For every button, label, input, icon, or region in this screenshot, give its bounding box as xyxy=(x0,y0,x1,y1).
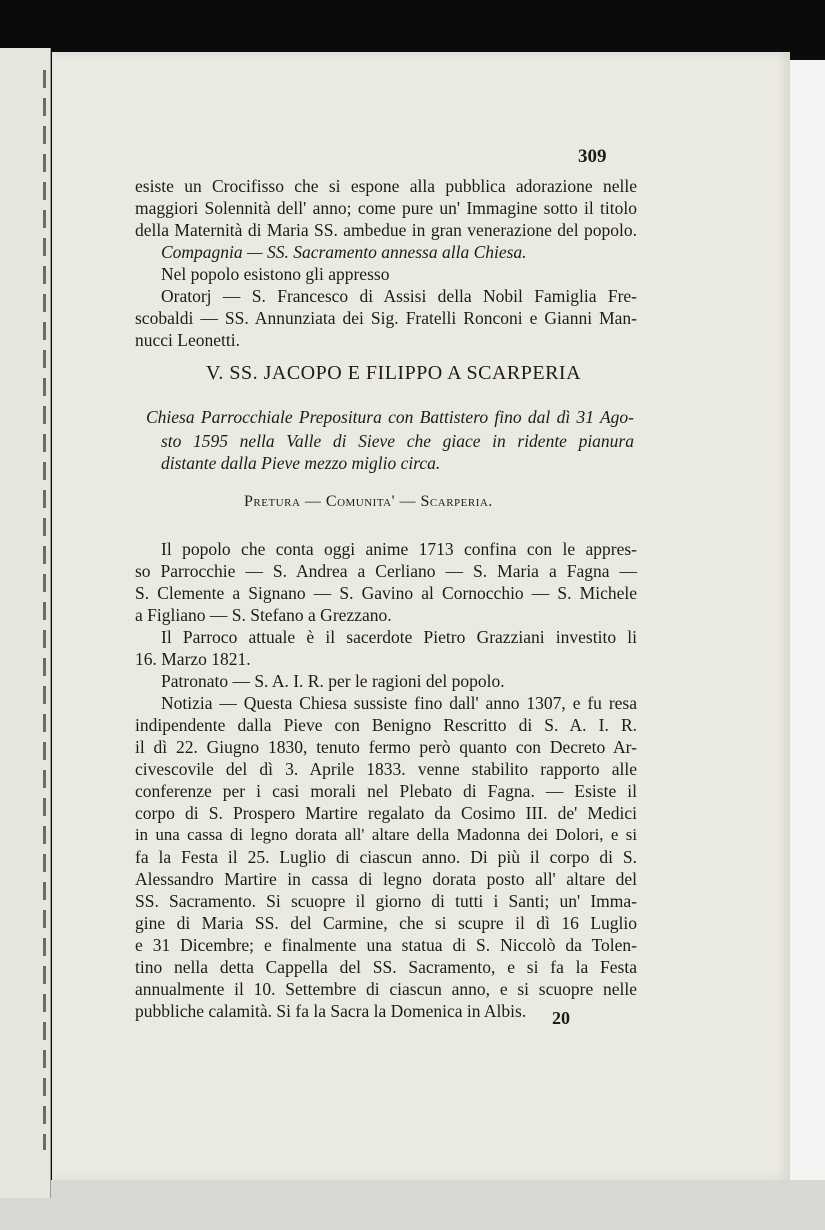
church-description-line: sto 1595 nella Valle di Sieve che giace in ridente pianura xyxy=(161,431,634,451)
body-line: gine di Maria SS. del Carmine, che si scupre il dì 16 Luglio xyxy=(135,913,637,933)
body-line: a Figliano — S. Stefano a Grezzano. xyxy=(135,605,392,625)
oratorj-line: Oratorj — S. Francesco di Assisi della Nobil Famiglia Fre- xyxy=(161,286,637,306)
signature-mark: 20 xyxy=(552,1008,570,1028)
body-line: annualmente il 10. Settembre di ciascun anno, e si scuopre nelle xyxy=(135,979,637,999)
body-line: pubbliche calamità. Si fa la Sacra la Domenica in Albis. xyxy=(135,1001,527,1021)
body-line: in una cassa di legno dorata all' altare della Madonna dei Dolori, e si xyxy=(135,825,637,844)
body-line: conferenze per i casi morali nel Plebato di Fagna. — Esiste il xyxy=(135,781,637,801)
body-line: indipendente dalla Pieve con Benigno Rescritto di S. A. I. R. xyxy=(135,715,637,735)
body-line: so Parrocchie — S. Andrea a Cerliano — S. Maria a Fagna — xyxy=(135,561,637,581)
section-heading: V. SS. JACOPO E FILIPPO A SCARPERIA xyxy=(206,362,582,384)
oratorj-line: scobaldi — SS. Annunziata dei Sig. Fratelli Ronconi e Gianni Man- xyxy=(135,308,637,328)
popolo-line: Nel popolo esistono gli appresso xyxy=(161,264,390,284)
body-line: il dì 22. Giugno 1830, tenuto fermo però quanto con Decreto Ar- xyxy=(135,737,637,757)
body-line: Il popolo che conta oggi anime 1713 confina con le appres- xyxy=(161,539,637,559)
background-right xyxy=(790,60,825,1180)
body-line: e 31 Dicembre; e finalmente una statua di S. Niccolò da Tolen- xyxy=(135,935,637,955)
body-line: S. Clemente a Signano — S. Gavino al Cornocchio — S. Michele xyxy=(135,583,637,603)
top-paragraph-line: esiste un Crocifisso che si espone alla pubblica adorazione nelle xyxy=(135,176,637,196)
church-description-line: distante dalla Pieve mezzo miglio circa. xyxy=(161,453,441,473)
body-line: 16. Marzo 1821. xyxy=(135,649,251,669)
body-line: SS. Sacramento. Si scuopre il giorno di tutti i Santi; un' Imma- xyxy=(135,891,637,911)
top-paragraph-line: della Maternità di Maria SS. ambedue in gran venerazione del popolo. xyxy=(135,220,637,240)
body-line: Patronato — S. A. I. R. per le ragioni del popolo. xyxy=(161,671,505,691)
binding-stitch xyxy=(43,70,46,1150)
body-line: Notizia — Questa Chiesa sussiste fino dall' anno 1307, e fu resa xyxy=(161,693,637,713)
oratorj-line: nucci Leonetti. xyxy=(135,330,240,350)
compagnia-line: Compagnia — SS. Sacramento annessa alla Chiesa. xyxy=(161,242,527,262)
body-line: Il Parroco attuale è il sacerdote Pietro Grazziani investito li xyxy=(161,627,637,647)
body-line: tino nella detta Cappella del SS. Sacramento, e si fa la Festa xyxy=(135,957,637,977)
body-line: corpo di S. Prospero Martire regalato da Cosimo III. de' Medici xyxy=(135,803,637,823)
body-line: civescovile del dì 3. Aprile 1833. venne stabilito rapporto alle xyxy=(135,759,637,779)
page-number: 309 xyxy=(578,146,607,167)
top-paragraph-line: maggiori Solennità dell' anno; come pure un' Immagine sotto il titolo xyxy=(135,198,637,218)
church-description-line: Chiesa Parrocchiale Prepositura con Battistero fino dal dì 31 Ago- xyxy=(146,407,634,427)
body-line: Alessandro Martire in cassa di legno dorata posto all' altare del xyxy=(135,869,637,889)
subheading: Pretura — Comunita' — Scarperia. xyxy=(244,493,493,510)
body-line: fa la Festa il 25. Luglio di ciascun anno. Di più il corpo di S. xyxy=(135,847,637,867)
desk-surface xyxy=(0,1180,825,1230)
